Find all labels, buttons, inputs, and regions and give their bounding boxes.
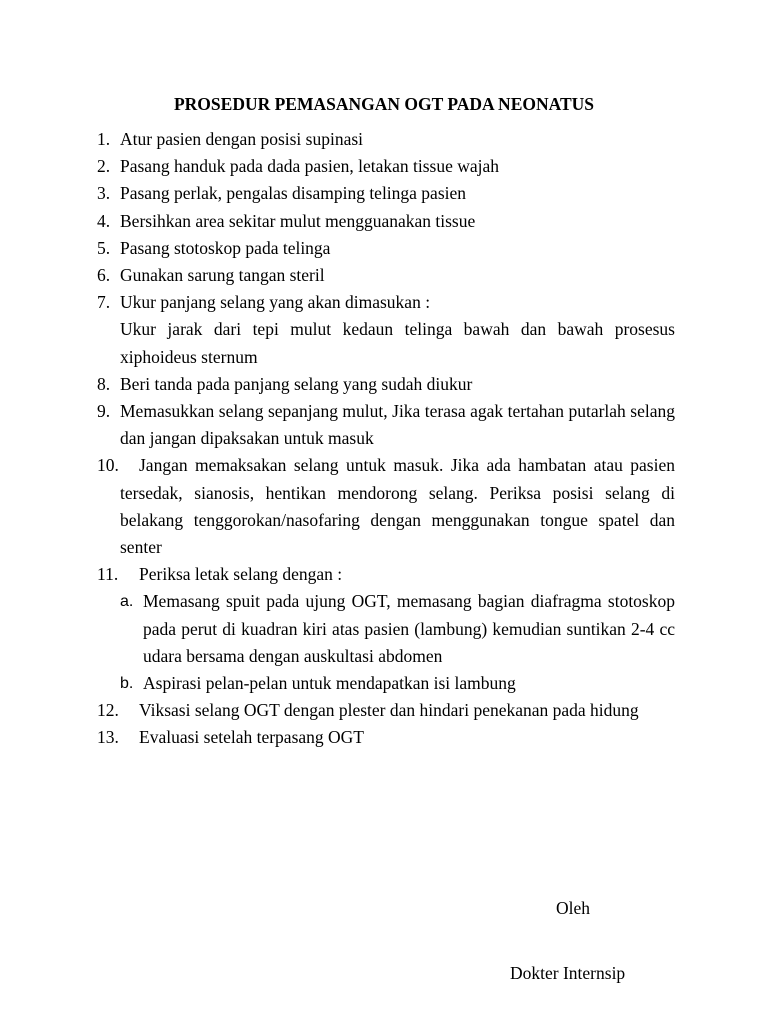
step-5 xyxy=(97,235,675,262)
step-number: 9. xyxy=(97,401,111,422)
step-10 xyxy=(97,452,675,561)
step-number: 10. xyxy=(97,455,119,476)
step-3 xyxy=(97,180,675,207)
step-text-detail: Ukur jarak dari tepi mulut kedaun telinga bawah dan bawah prosesus xiphoideus sternum xyxy=(120,319,675,367)
substep-letter: a. xyxy=(120,593,134,611)
step-text: Beri tanda pada panjang selang yang sudah diukur xyxy=(120,373,473,394)
substep-text: Memasang spuit pada ujung OGT, memasang bagian diafragma stotoskop pada perut di kuadran kiri atas pasien (lambung) kemudian suntikan 2-4 cc udara bersama dengan auskultasi abdomen xyxy=(143,591,675,666)
substep-letter: b. xyxy=(120,675,134,693)
signature-name-text: Dokter Internsip xyxy=(510,963,626,983)
step-number: 4. xyxy=(97,210,111,231)
step-number: 8. xyxy=(97,373,111,394)
substeps-list xyxy=(120,588,675,697)
step-number: 7. xyxy=(97,292,111,313)
procedure-steps-list xyxy=(97,126,675,752)
step-number: 3. xyxy=(97,183,111,204)
step-text: Gunakan sarung tangan steril xyxy=(120,265,325,286)
step-number: 6. xyxy=(97,265,111,286)
step-13 xyxy=(97,724,675,751)
step-2 xyxy=(97,153,675,180)
step-number: 12. xyxy=(97,700,119,721)
step-text: Evaluasi setelah terpasang OGT xyxy=(139,727,364,748)
step-text: Memasukkan selang sepanjang mulut, Jika terasa agak tertahan putarlah selang dan jangan dipaksakan untuk masuk xyxy=(120,401,675,449)
step-text: Ukur panjang selang yang akan dimasukan : xyxy=(120,292,431,313)
step-text: Bersihkan area sekitar mulut mengguanakan tissue xyxy=(120,210,476,231)
step-12 xyxy=(97,697,675,724)
substep-text: Aspirasi pelan-pelan untuk mendapatkan isi lambung xyxy=(143,673,516,694)
step-text: Pasang handuk pada dada pasien, letakan tissue wajah xyxy=(120,156,500,177)
signature-by-label: Oleh xyxy=(556,898,591,918)
step-6 xyxy=(97,262,675,289)
step-text: Pasang stotoskop pada telinga xyxy=(120,237,331,258)
document-title: PROSEDUR PEMASANGAN OGT PADA NEONATUS xyxy=(173,94,595,114)
step-text: Periksa letak selang dengan : xyxy=(139,564,343,585)
step-9 xyxy=(97,398,675,452)
step-number: 13. xyxy=(97,727,119,748)
step-8 xyxy=(97,371,675,398)
step-text: Jangan memaksakan selang untuk masuk. Jika ada hambatan atau pasien tersedak, sianosis, hentikan mendorong selang. Periksa posisi selang di belakang tenggorokan/nasofaring dengan menggunakan tongue spatel dan senter xyxy=(120,455,675,558)
step-number: 11. xyxy=(97,564,119,585)
substep-a xyxy=(120,588,675,670)
step-4 xyxy=(97,208,675,235)
step-text: Atur pasien dengan posisi supinasi xyxy=(120,129,364,149)
step-number: 2. xyxy=(97,156,111,177)
step-text: Pasang perlak, pengalas disamping telinga pasien xyxy=(120,183,467,204)
substep-b xyxy=(120,670,675,697)
step-number: 5. xyxy=(97,237,111,258)
step-11 xyxy=(97,561,675,697)
step-number: 1. xyxy=(97,129,111,149)
step-text: Viksasi selang OGT dengan plester dan hindari penekanan pada hidung xyxy=(139,700,639,721)
step-7 xyxy=(97,289,675,371)
step-1 xyxy=(97,126,675,153)
